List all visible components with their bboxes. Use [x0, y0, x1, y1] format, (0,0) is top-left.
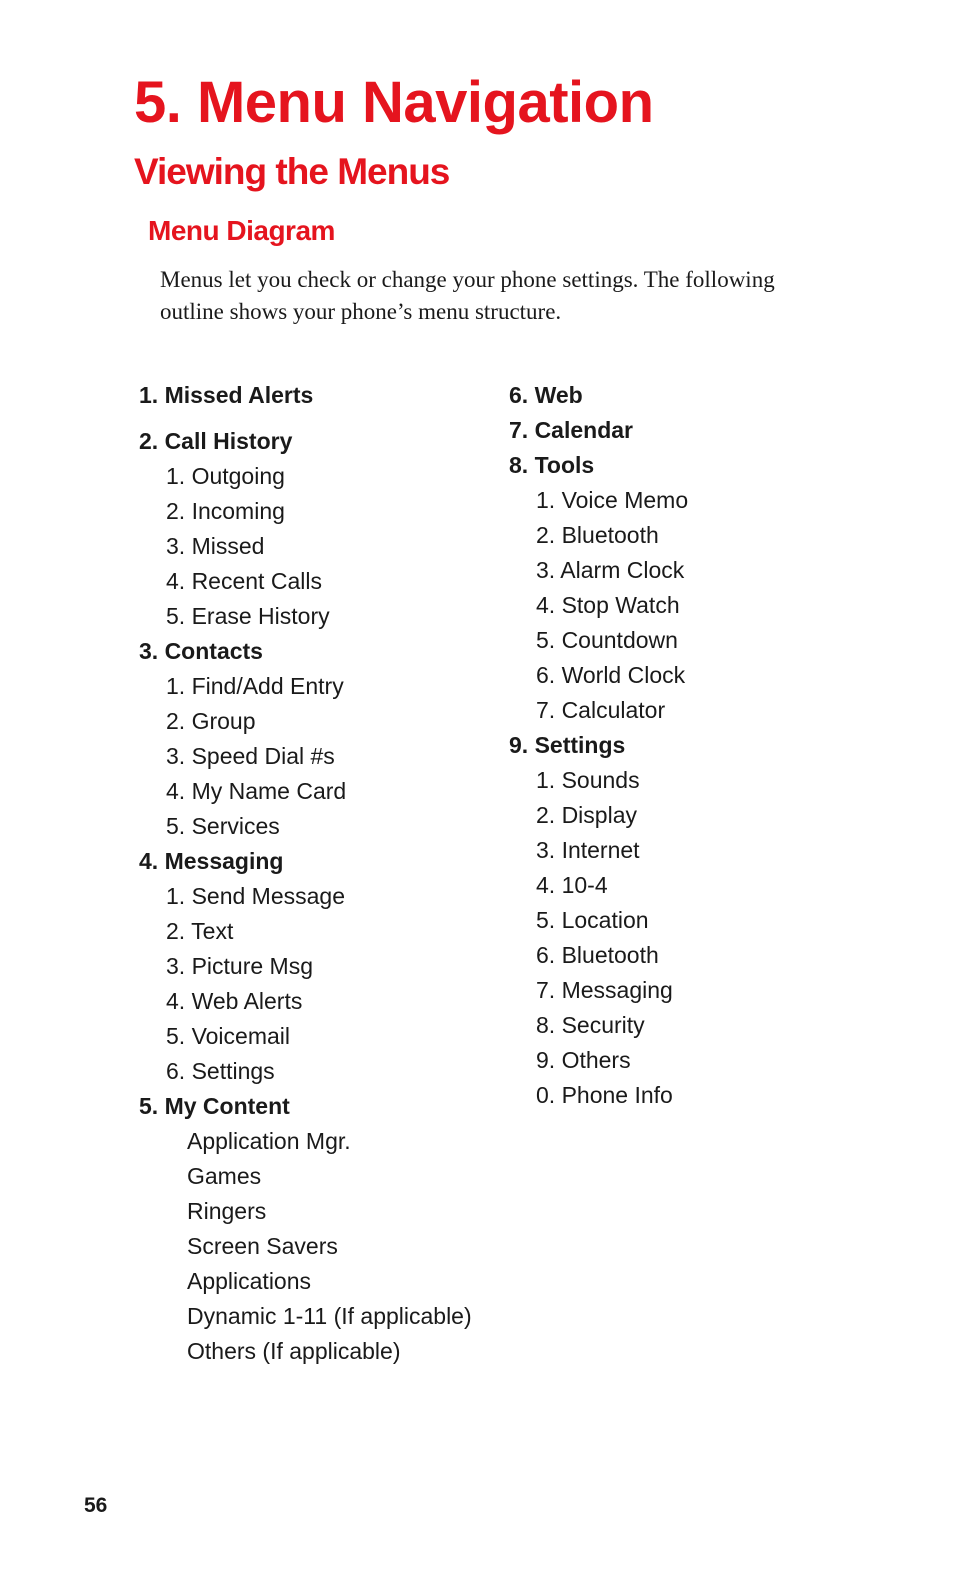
submenu-item: 2. Display — [536, 802, 637, 828]
submenu-item: 0. Phone Info — [536, 1082, 673, 1108]
submenu-item: 1. Find/Add Entry — [166, 673, 344, 699]
submenu-item: Games — [187, 1163, 262, 1189]
submenu-item: 6. World Clock — [536, 662, 686, 688]
submenu-item: 6. Settings — [166, 1058, 275, 1084]
submenu-item: 5. Services — [166, 813, 280, 839]
menu-item: 7. Calendar — [509, 417, 633, 443]
submenu-item: Applications — [187, 1268, 312, 1294]
menu-list-left — [139, 378, 472, 1369]
menu-item: 5. My Content — [139, 1093, 290, 1119]
menu-item: 1. Missed Alerts — [139, 382, 314, 408]
submenu-item: 4. Stop Watch — [536, 592, 680, 618]
submenu-item: Dynamic 1-11 (If applicable) — [187, 1303, 472, 1329]
submenu-item: 3. Alarm Clock — [536, 557, 685, 583]
submenu-item: 9. Others — [536, 1047, 631, 1073]
menu-item: 3. Contacts — [139, 638, 263, 664]
submenu-item: Application Mgr. — [187, 1128, 351, 1154]
submenu-item: 4. Web Alerts — [166, 988, 303, 1014]
submenu-item: 4. My Name Card — [166, 778, 347, 804]
submenu-item: 8. Security — [536, 1012, 645, 1038]
menu-item: 2. Call History — [139, 428, 293, 454]
menu-item: 9. Settings — [509, 732, 626, 758]
submenu-item: 2. Bluetooth — [536, 522, 659, 548]
submenu-item: 1. Sounds — [536, 767, 640, 793]
submenu-item: 7. Messaging — [536, 977, 673, 1003]
submenu-item: 7. Calculator — [536, 697, 666, 723]
menu-list-right — [509, 378, 688, 1113]
submenu-item: 3. Missed — [166, 533, 265, 559]
submenu-item: 5. Countdown — [536, 627, 678, 653]
submenu-item: Screen Savers — [187, 1233, 338, 1259]
intro-paragraph: Menus let you check or change your phone settings. The following outline shows your phone’s menu structure. — [160, 267, 775, 324]
submenu-item: 6. Bluetooth — [536, 942, 659, 968]
menu-item: 4. Messaging — [139, 848, 284, 874]
submenu-item: 4. Recent Calls — [166, 568, 322, 594]
submenu-item: 3. Picture Msg — [166, 953, 313, 979]
section-heading: Viewing the Menus — [134, 151, 450, 192]
submenu-item: 3. Speed Dial #s — [166, 743, 335, 769]
submenu-item: 1. Outgoing — [166, 463, 285, 489]
submenu-item: 5. Voicemail — [166, 1023, 291, 1049]
submenu-item: Others (If applicable) — [187, 1338, 401, 1364]
submenu-item: 2. Text — [166, 918, 234, 944]
submenu-item: Ringers — [187, 1198, 267, 1224]
submenu-item: 5. Erase History — [166, 603, 330, 629]
menu-item: 8. Tools — [509, 452, 595, 478]
subsection-heading: Menu Diagram — [148, 215, 335, 246]
page-number: 56 — [84, 1494, 108, 1517]
submenu-item: 1. Send Message — [166, 883, 346, 909]
submenu-item: 1. Voice Memo — [536, 487, 689, 513]
page-title: 5. Menu Navigation — [134, 70, 654, 135]
submenu-item: 4. 10-4 — [536, 872, 608, 898]
submenu-item: 2. Incoming — [166, 498, 285, 524]
submenu-item: 3. Internet — [536, 837, 640, 863]
menu-item: 6. Web — [509, 382, 583, 408]
submenu-item: 5. Location — [536, 907, 649, 933]
submenu-item: 2. Group — [166, 708, 256, 734]
